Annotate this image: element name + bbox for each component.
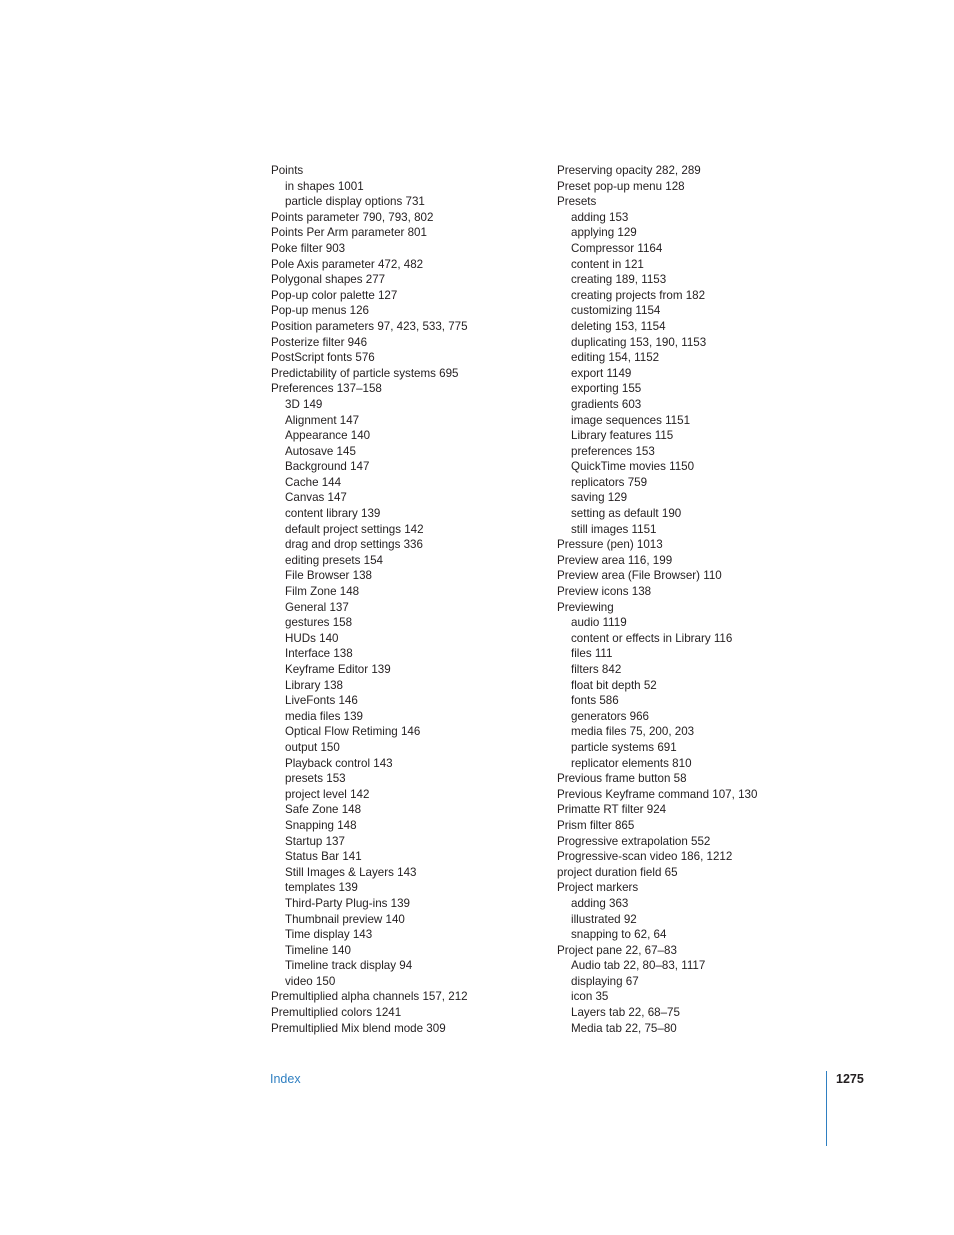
index-entry: Presets xyxy=(557,195,597,209)
index-subentry: Startup 137 xyxy=(285,834,345,848)
footer-divider xyxy=(826,1071,827,1146)
index-subentry: preferences 153 xyxy=(571,444,655,458)
index-subentry: Film Zone 148 xyxy=(285,585,360,599)
index-subentry: default project settings 142 xyxy=(285,522,424,536)
index-entry: Polygonal shapes 277 xyxy=(271,273,386,287)
index-subentry: displaying 67 xyxy=(571,974,639,988)
index-subentry: templates 139 xyxy=(285,881,358,895)
index-subentry: fonts 586 xyxy=(571,694,619,708)
index-subentry: still images 1151 xyxy=(571,522,657,536)
index-subentry: Library 138 xyxy=(285,678,344,692)
index-column-left xyxy=(271,163,541,1036)
index-subentry: applying 129 xyxy=(571,226,637,240)
index-subentry: creating projects from 182 xyxy=(571,288,706,302)
index-entry: Pop-up menus 126 xyxy=(271,304,369,318)
index-subentry: generators 966 xyxy=(571,709,649,723)
index-subentry: particle systems 691 xyxy=(571,740,677,754)
index-entry: Pressure (pen) 1013 xyxy=(557,538,663,552)
index-subentry: Layers tab 22, 68–75 xyxy=(571,1006,680,1020)
index-subentry: illustrated 92 xyxy=(571,912,637,926)
index-subentry: in shapes 1001 xyxy=(285,179,364,193)
index-column-right xyxy=(557,163,817,1036)
index-subentry: Still Images & Layers 143 xyxy=(285,865,417,879)
index-entry: Previewing xyxy=(557,600,614,614)
index-subentry: 3D 149 xyxy=(285,397,323,411)
index-subentry: audio 1119 xyxy=(571,616,627,630)
index-subentry: General 137 xyxy=(285,600,349,614)
index-subentry: editing presets 154 xyxy=(285,553,383,567)
index-subentry: Compressor 1164 xyxy=(571,241,663,255)
index-entry: Preview area (File Browser) 110 xyxy=(557,569,722,583)
index-subentry: Time display 143 xyxy=(285,928,373,942)
index-subentry: LiveFonts 146 xyxy=(285,694,358,708)
index-subentry: Media tab 22, 75–80 xyxy=(571,1021,677,1035)
index-entry: Preview icons 138 xyxy=(557,585,652,599)
index-subentry: creating 189, 1153 xyxy=(571,273,667,287)
index-subentry: deleting 153, 1154 xyxy=(571,319,666,333)
index-entry: Preset pop-up menu 128 xyxy=(557,179,685,193)
index-entry: Pole Axis parameter 472, 482 xyxy=(271,257,424,271)
index-subentry: project level 142 xyxy=(285,787,370,801)
index-subentry: particle display options 731 xyxy=(285,195,425,209)
index-entry: Poke filter 903 xyxy=(271,241,346,255)
index-entry: Preserving opacity 282, 289 xyxy=(557,164,701,177)
index-subentry: QuickTime movies 1150 xyxy=(571,460,695,474)
index-entry: Previous Keyframe command 107, 130 xyxy=(557,787,758,801)
page-number: 1275 xyxy=(836,1072,864,1086)
index-entry: Project markers xyxy=(557,881,639,895)
index-subentry: float bit depth 52 xyxy=(571,678,657,692)
index-entry: Position parameters 97, 423, 533, 775 xyxy=(271,319,468,333)
index-subentry: video 150 xyxy=(285,974,336,988)
index-subentry: adding 363 xyxy=(571,896,629,910)
index-subentry: output 150 xyxy=(285,740,340,754)
index-subentry: exporting 155 xyxy=(571,382,642,396)
index-subentry: Cache 144 xyxy=(285,475,342,489)
index-entry: Predictability of particle systems 695 xyxy=(271,366,459,380)
index-entry: Primatte RT filter 924 xyxy=(557,803,667,817)
index-subentry: setting as default 190 xyxy=(571,507,682,521)
index-subentry: customizing 1154 xyxy=(571,304,661,318)
index-subentry: Autosave 145 xyxy=(285,444,356,458)
index-subentry: Library features 115 xyxy=(571,429,674,443)
index-entry: Premultiplied alpha channels 157, 212 xyxy=(271,990,468,1004)
index-subentry: files 111 xyxy=(571,647,613,661)
index-entry: Premultiplied colors 1241 xyxy=(271,1006,402,1020)
index-subentry: Snapping 148 xyxy=(285,818,357,832)
index-subentry: Timeline track display 94 xyxy=(285,959,413,973)
index-entry: Preview area 116, 199 xyxy=(557,553,673,567)
index-subentry: Status Bar 141 xyxy=(285,850,362,864)
index-subentry: saving 129 xyxy=(571,491,628,505)
index-subentry: icon 35 xyxy=(571,990,609,1004)
index-subentry: Third-Party Plug-ins 139 xyxy=(285,896,411,910)
index-subentry: Canvas 147 xyxy=(285,491,347,505)
index-entry: PostScript fonts 576 xyxy=(271,351,375,365)
index-entry: Premultiplied Mix blend mode 309 xyxy=(271,1021,446,1035)
index-subentry: presets 153 xyxy=(285,772,346,786)
index-subentry: Thumbnail preview 140 xyxy=(285,912,405,926)
index-subentry: media files 75, 200, 203 xyxy=(571,725,695,739)
index-entry: project duration field 65 xyxy=(557,865,678,879)
index-subentry: Interface 138 xyxy=(285,647,353,661)
index-subentry: export 1149 xyxy=(571,366,632,380)
index-subentry: HUDs 140 xyxy=(285,631,339,645)
index-subentry: Alignment 147 xyxy=(285,413,360,427)
index-subentry: Audio tab 22, 80–83, 1117 xyxy=(571,959,706,973)
index-subentry: content in 121 xyxy=(571,257,644,271)
index-subentry: gestures 158 xyxy=(285,616,353,630)
index-subentry: replicators 759 xyxy=(571,475,648,489)
index-entry: Progressive extrapolation 552 xyxy=(557,834,711,848)
index-subentry: Optical Flow Retiming 146 xyxy=(285,725,421,739)
index-subentry: Timeline 140 xyxy=(285,943,351,957)
index-subentry: media files 139 xyxy=(285,709,363,723)
index-subentry: editing 154, 1152 xyxy=(571,351,660,365)
index-subentry: filters 842 xyxy=(571,663,622,676)
index-subentry: Playback control 143 xyxy=(285,756,393,770)
index-subentry: adding 153 xyxy=(571,210,629,224)
index-entry: Preferences 137–158 xyxy=(271,382,382,396)
index-entry: Pop-up color palette 127 xyxy=(271,288,398,302)
index-subentry: replicator elements 810 xyxy=(571,756,692,770)
index-subentry: Background 147 xyxy=(285,460,370,474)
footer-section-label: Index xyxy=(270,1072,301,1086)
index-entry: Points parameter 790, 793, 802 xyxy=(271,210,434,224)
index-entry: Points xyxy=(271,164,304,177)
index-subentry: content or effects in Library 116 xyxy=(571,631,733,645)
index-subentry: gradients 603 xyxy=(571,397,642,411)
index-subentry: drag and drop settings 336 xyxy=(285,538,423,552)
index-entry: Previous frame button 58 xyxy=(557,772,687,786)
index-entry: Points Per Arm parameter 801 xyxy=(271,226,427,240)
index-subentry: Appearance 140 xyxy=(285,429,371,443)
index-subentry: snapping to 62, 64 xyxy=(571,928,667,942)
index-entry: Progressive-scan video 186, 1212 xyxy=(557,850,733,864)
index-subentry: content library 139 xyxy=(285,507,381,521)
index-entry: Project pane 22, 67–83 xyxy=(557,943,677,957)
index-entry: Posterize filter 946 xyxy=(271,335,368,349)
index-subentry: Safe Zone 148 xyxy=(285,803,362,817)
index-entry: Prism filter 865 xyxy=(557,818,635,832)
index-subentry: File Browser 138 xyxy=(285,569,372,583)
index-subentry: duplicating 153, 190, 1153 xyxy=(571,335,707,349)
index-subentry: Keyframe Editor 139 xyxy=(285,663,391,676)
index-subentry: image sequences 1151 xyxy=(571,413,691,427)
